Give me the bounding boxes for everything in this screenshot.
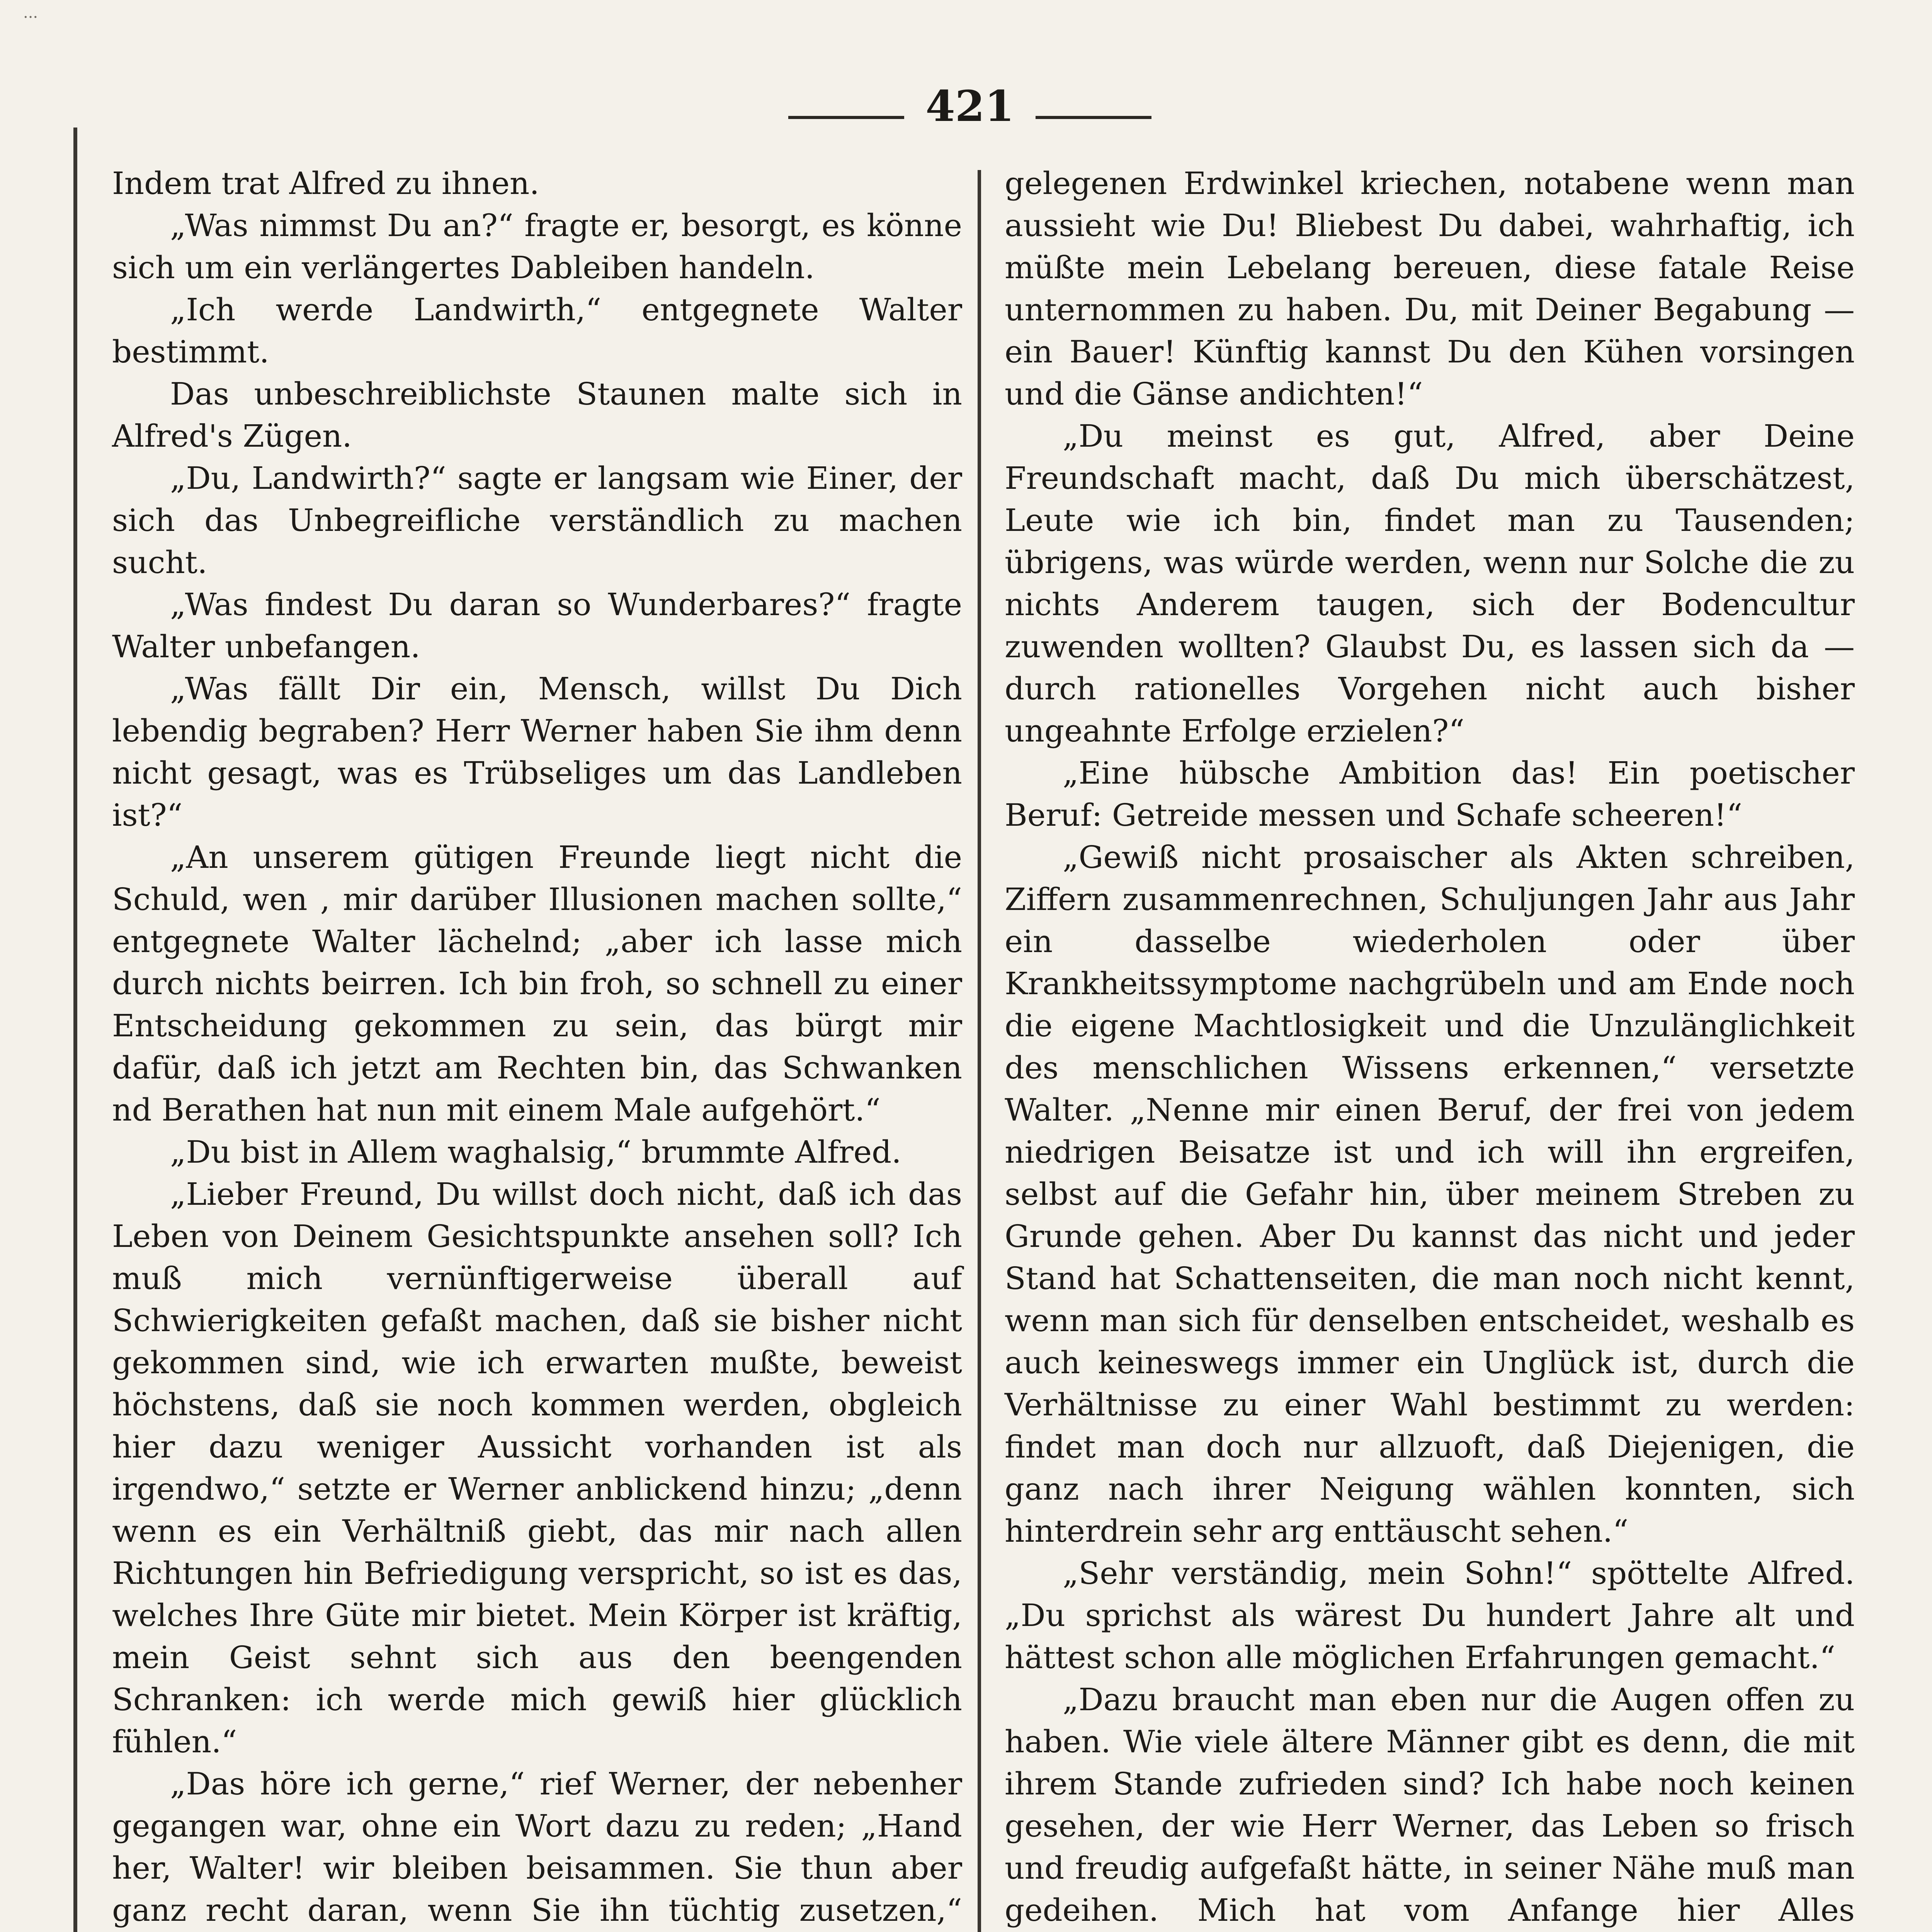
paragraph: „Was findest Du daran so Wunderbares?“ fragte Walter unbefangen. (112, 587, 962, 665)
paragraph: „Gewiß nicht prosaischer als Akten schreiben, Ziffern zusammenrechnen, Schuljungen Jahr aus Jahr ein dasselbe wiederholen oder über Krankheitssymptome nachgrübeln und am Ende noch die eigene Machtlosigkeit und die Unzulänglichkeit des menschlichen Wissens erkennen,“ versetzte Walter. „Nenne mir einen Beruf, der frei von jedem niedrigen Beisatze ist und ich will ihn ergreifen, selbst auf die Gefahr hin, über meinem Streben zu Grunde gehen. Aber Du kannst das nicht und jeder Stand hat Schattenseiten, die man noch nicht kennt, wenn man sich für denselben entscheidet, weshalb es auch keineswegs immer ein Unglück ist, durch die Verhältnisse zu einer Wahl bestimmt zu werden: findet man doch nur allzuoft, daß Diejenigen, die ganz nach ihrer Neigung wählen konnten, sich hinterdrein sehr arg enttäuscht sehen.“ (1005, 839, 1855, 1549)
paragraph: „Du, Landwirth?“ sagte er langsam wie Einer, der sich das Unbegreifliche verständlich zu machen sucht. (112, 460, 962, 580)
paragraph: „Eine hübsche Ambition das! Ein poetischer Beruf: Getreide messen und Schafe scheeren!“ (1005, 755, 1855, 833)
left-column (112, 162, 962, 1932)
paragraph: „Was nimmst Du an?“ fragte er, besorgt, es könne sich um ein verlängertes Dableiben handeln. (112, 207, 962, 286)
header-rule-left (788, 116, 904, 119)
right-column (1005, 162, 1855, 1932)
paragraph: „Sehr verständig, mein Sohn!“ spöttelte Alfred. „Du sprichst als wärest Du hundert Jahre alt und hättest schon alle möglichen Erfahrungen gemacht.“ (1005, 1555, 1855, 1675)
paragraph: Indem trat Alfred zu ihnen. (112, 165, 539, 201)
header-rule-right (1036, 116, 1151, 119)
corner-mark: ... (23, 4, 38, 22)
paragraph: „Ich werde Landwirth,“ entgegnete Walter bestimmt. (112, 292, 962, 370)
paragraph: „Du meinst es gut, Alfred, aber Deine Freundschaft macht, daß Du mich überschätzest, Leute wie ich bin, findet man zu Tausenden; übrigens, was würde werden, wenn nur Solche die zu nichts Anderem taugen, sich der Bodencultur zuwenden wollten? Glaubst Du, es lassen sich da — durch rationelles Vorgehen nicht auch bisher ungeahnte Erfolge erzielen?“ (1005, 418, 1855, 749)
paragraph: „Du bist in Allem waghalsig,“ brummte Alfred. (170, 1134, 901, 1170)
paragraph: gelegenen Erdwinkel kriechen, notabene wenn man aussieht wie Du! Bliebest Du dabei, wahrhaftig, ich müßte mein Lebelang bereuen, diese fatale Reise unternommen zu haben. Du, mit Deiner Begabung — ein Bauer! Künftig kannst Du den Kühen vorsingen und die Gänse andichten!“ (1005, 165, 1855, 412)
paragraph: „Lieber Freund, Du willst doch nicht, daß ich das Leben von Deinem Gesichtspunkte ansehen soll? Ich muß mich vernünftigerweise überall auf Schwierigkeiten gefaßt machen, daß sie bisher nicht gekommen sind, wie ich erwarten mußte, beweist höchstens, daß sie noch kommen werden, obgleich hier dazu weniger Aussicht vorhanden ist als irgendwo,“ setzte er Werner anblickend hinzu; „denn wenn es ein Verhältniß giebt, das mir nach allen Richtungen hin Befriedigung verspricht, so ist es das, welches Ihre Güte mir bietet. Mein Körper ist kräftig, mein Geist sehnt sich aus den beengenden Schranken: ich werde mich gewiß hier glücklich fühlen.“ (112, 1176, 962, 1760)
column-divider (978, 170, 981, 1932)
paragraph: Das unbeschreiblichste Staunen malte sich in Alfred's Zügen. (112, 376, 962, 454)
page-number: 421 (925, 81, 1014, 131)
left-border-rule (73, 128, 77, 1932)
paragraph: „An unserem gütigen Freunde liegt nicht die Schuld, wen , mir darüber Illusionen machen sollte,“ entgegnete Walter lächelnd; „aber ich lasse mich durch nichts beirren. Ich bin froh, so schnell zu einer Entscheidung gekommen zu sein, das bürgt mir dafür, daß ich jetzt am Rechten bin, das Schwanken nd Berathen hat nun mit einem Male aufgehört.“ (112, 839, 962, 1128)
page-header (0, 81, 1932, 143)
paragraph: „Das höre ich gerne,“ rief Werner, der nebenher gegangen war, ohne ein Wort dazu zu reden; „Hand her, Walter! wir bleiben beisammen. Sie thun aber ganz recht daran, wenn Sie ihn tüchtig zusetzen,“ (112, 1766, 962, 1928)
paragraph: „Was fällt Dir ein, Mensch, willst Du Dich lebendig begraben? Herr Werner haben Sie ihm denn nicht gesagt, was es Trübseliges um das Landleben ist?“ (112, 671, 962, 833)
paragraph: „Dazu braucht man eben nur die Augen offen zu haben. Wie viele ältere Männer gibt es denn, die mit ihrem Stande zufrieden sind? Ich habe noch keinen gesehen, der wie Herr Werner, das Leben so frisch und freudig aufgefaßt hätte, in seiner Nähe muß man gedeihen. Mich hat vom Anfange hier Alles (1005, 1682, 1855, 1928)
